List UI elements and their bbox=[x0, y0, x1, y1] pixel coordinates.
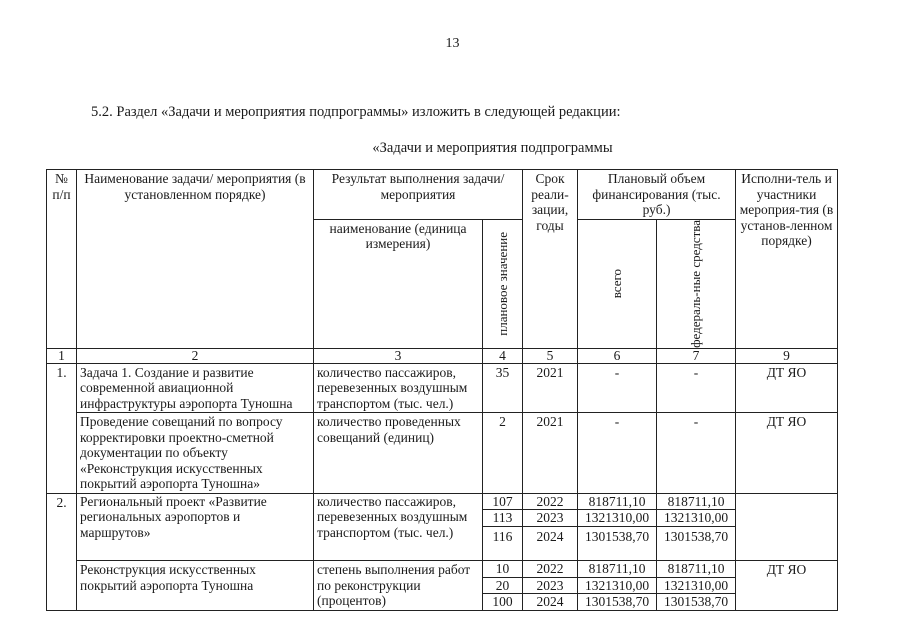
year: 2021 bbox=[523, 363, 578, 413]
funding-total: 1301538,70 bbox=[578, 526, 657, 561]
year: 2022 bbox=[523, 493, 578, 510]
activity-name: Реконструкция искусственных покрытий аэропорта Туношна bbox=[77, 561, 314, 611]
table-row-activity2 bbox=[47, 561, 838, 578]
funding-total: 818711,10 bbox=[578, 493, 657, 510]
activity-name: Проведение совещаний по вопросу корректировки проектно-сметной документации по объекту «Реконструкция искусственных покрытий аэропорта Туношна» bbox=[77, 413, 314, 494]
header-name: Наименование задачи/ мероприятия (в установленном порядке) bbox=[77, 170, 314, 349]
plan-value: 2 bbox=[483, 413, 523, 494]
indicator-name: количество пассажиров, перевезенных воздушным транспортом (тыс. чел.) bbox=[314, 363, 483, 413]
header-result-plan: плановое значение bbox=[483, 219, 523, 348]
funding-federal: 1321310,00 bbox=[657, 510, 736, 527]
intro-paragraph: 5.2. Раздел «Задачи и мероприятия подпрограммы» изложить в следующей редакции: bbox=[91, 104, 621, 120]
column-number: 1 bbox=[47, 348, 77, 363]
funding-total: 1321310,00 bbox=[578, 577, 657, 594]
column-number: 4 bbox=[483, 348, 523, 363]
funding-total: - bbox=[578, 413, 657, 494]
column-number: 3 bbox=[314, 348, 483, 363]
header-funding: Плановый объем финансирования (тыс. руб.) bbox=[578, 170, 736, 220]
executor: ДТ ЯО bbox=[736, 561, 838, 611]
funding-federal: 1301538,70 bbox=[657, 594, 736, 611]
header-num: № п/п bbox=[47, 170, 77, 349]
column-number: 9 bbox=[736, 348, 838, 363]
table-row-task1 bbox=[47, 363, 838, 413]
plan-value: 20 bbox=[483, 577, 523, 594]
year: 2024 bbox=[523, 594, 578, 611]
column-number: 2 bbox=[77, 348, 314, 363]
page-number: 13 bbox=[445, 36, 460, 51]
executor: ДТ ЯО bbox=[736, 363, 838, 413]
year: 2023 bbox=[523, 577, 578, 594]
header-term: Срок реали-зации, годы bbox=[523, 170, 578, 349]
plan-value: 10 bbox=[483, 561, 523, 578]
funding-federal: 818711,10 bbox=[657, 561, 736, 578]
column-number: 6 bbox=[578, 348, 657, 363]
column-number: 7 bbox=[657, 348, 736, 363]
task-name: Задача 1. Создание и развитие современной авиационной инфраструктуры аэропорта Туношна bbox=[77, 363, 314, 413]
indicator-name: количество проведенных совещаний (единиц) bbox=[314, 413, 483, 494]
header-result-name: наименование (единица измерения) bbox=[314, 219, 483, 348]
header-row-1 bbox=[47, 170, 838, 220]
header-result: Результат выполнения задачи/мероприятия bbox=[314, 170, 523, 220]
plan-value: 113 bbox=[483, 510, 523, 527]
task-name: Региональный проект «Развитие региональных аэропортов и маршрутов» bbox=[77, 493, 314, 561]
executor bbox=[736, 493, 838, 561]
table-row-activity1 bbox=[47, 413, 838, 494]
funding-federal: 1321310,00 bbox=[657, 577, 736, 594]
table-title: «Задачи и мероприятия подпрограммы bbox=[372, 140, 613, 156]
year: 2021 bbox=[523, 413, 578, 494]
column-number-row bbox=[47, 348, 838, 363]
funding-total: 818711,10 bbox=[578, 561, 657, 578]
plan-value: 116 bbox=[483, 526, 523, 561]
year: 2024 bbox=[523, 526, 578, 561]
plan-value: 107 bbox=[483, 493, 523, 510]
funding-federal: 1301538,70 bbox=[657, 526, 736, 561]
indicator-name: количество пассажиров, перевезенных воздушным транспортом (тыс. чел.) bbox=[314, 493, 483, 561]
task-number: 1. bbox=[47, 363, 77, 493]
table-row-task2 bbox=[47, 493, 838, 510]
plan-value: 100 bbox=[483, 594, 523, 611]
column-number: 5 bbox=[523, 348, 578, 363]
funding-total: - bbox=[578, 363, 657, 413]
funding-federal: 818711,10 bbox=[657, 493, 736, 510]
tasks-table bbox=[46, 169, 838, 611]
funding-federal: - bbox=[657, 413, 736, 494]
header-executor: Исполни-тель и участники мероприя-тия (в установ-ленном порядке) bbox=[736, 170, 838, 349]
funding-total: 1321310,00 bbox=[578, 510, 657, 527]
indicator-name: степень выполнения работ по реконструкции (процентов) bbox=[314, 561, 483, 611]
tasks-table-wrapper bbox=[46, 169, 837, 611]
year: 2022 bbox=[523, 561, 578, 578]
plan-value: 35 bbox=[483, 363, 523, 413]
task-number: 2. bbox=[47, 493, 77, 610]
funding-federal: - bbox=[657, 363, 736, 413]
funding-total: 1301538,70 bbox=[578, 594, 657, 611]
header-funding-federal: федераль-ные средства bbox=[657, 219, 736, 348]
header-funding-total: всего bbox=[578, 219, 657, 348]
executor: ДТ ЯО bbox=[736, 413, 838, 494]
year: 2023 bbox=[523, 510, 578, 527]
